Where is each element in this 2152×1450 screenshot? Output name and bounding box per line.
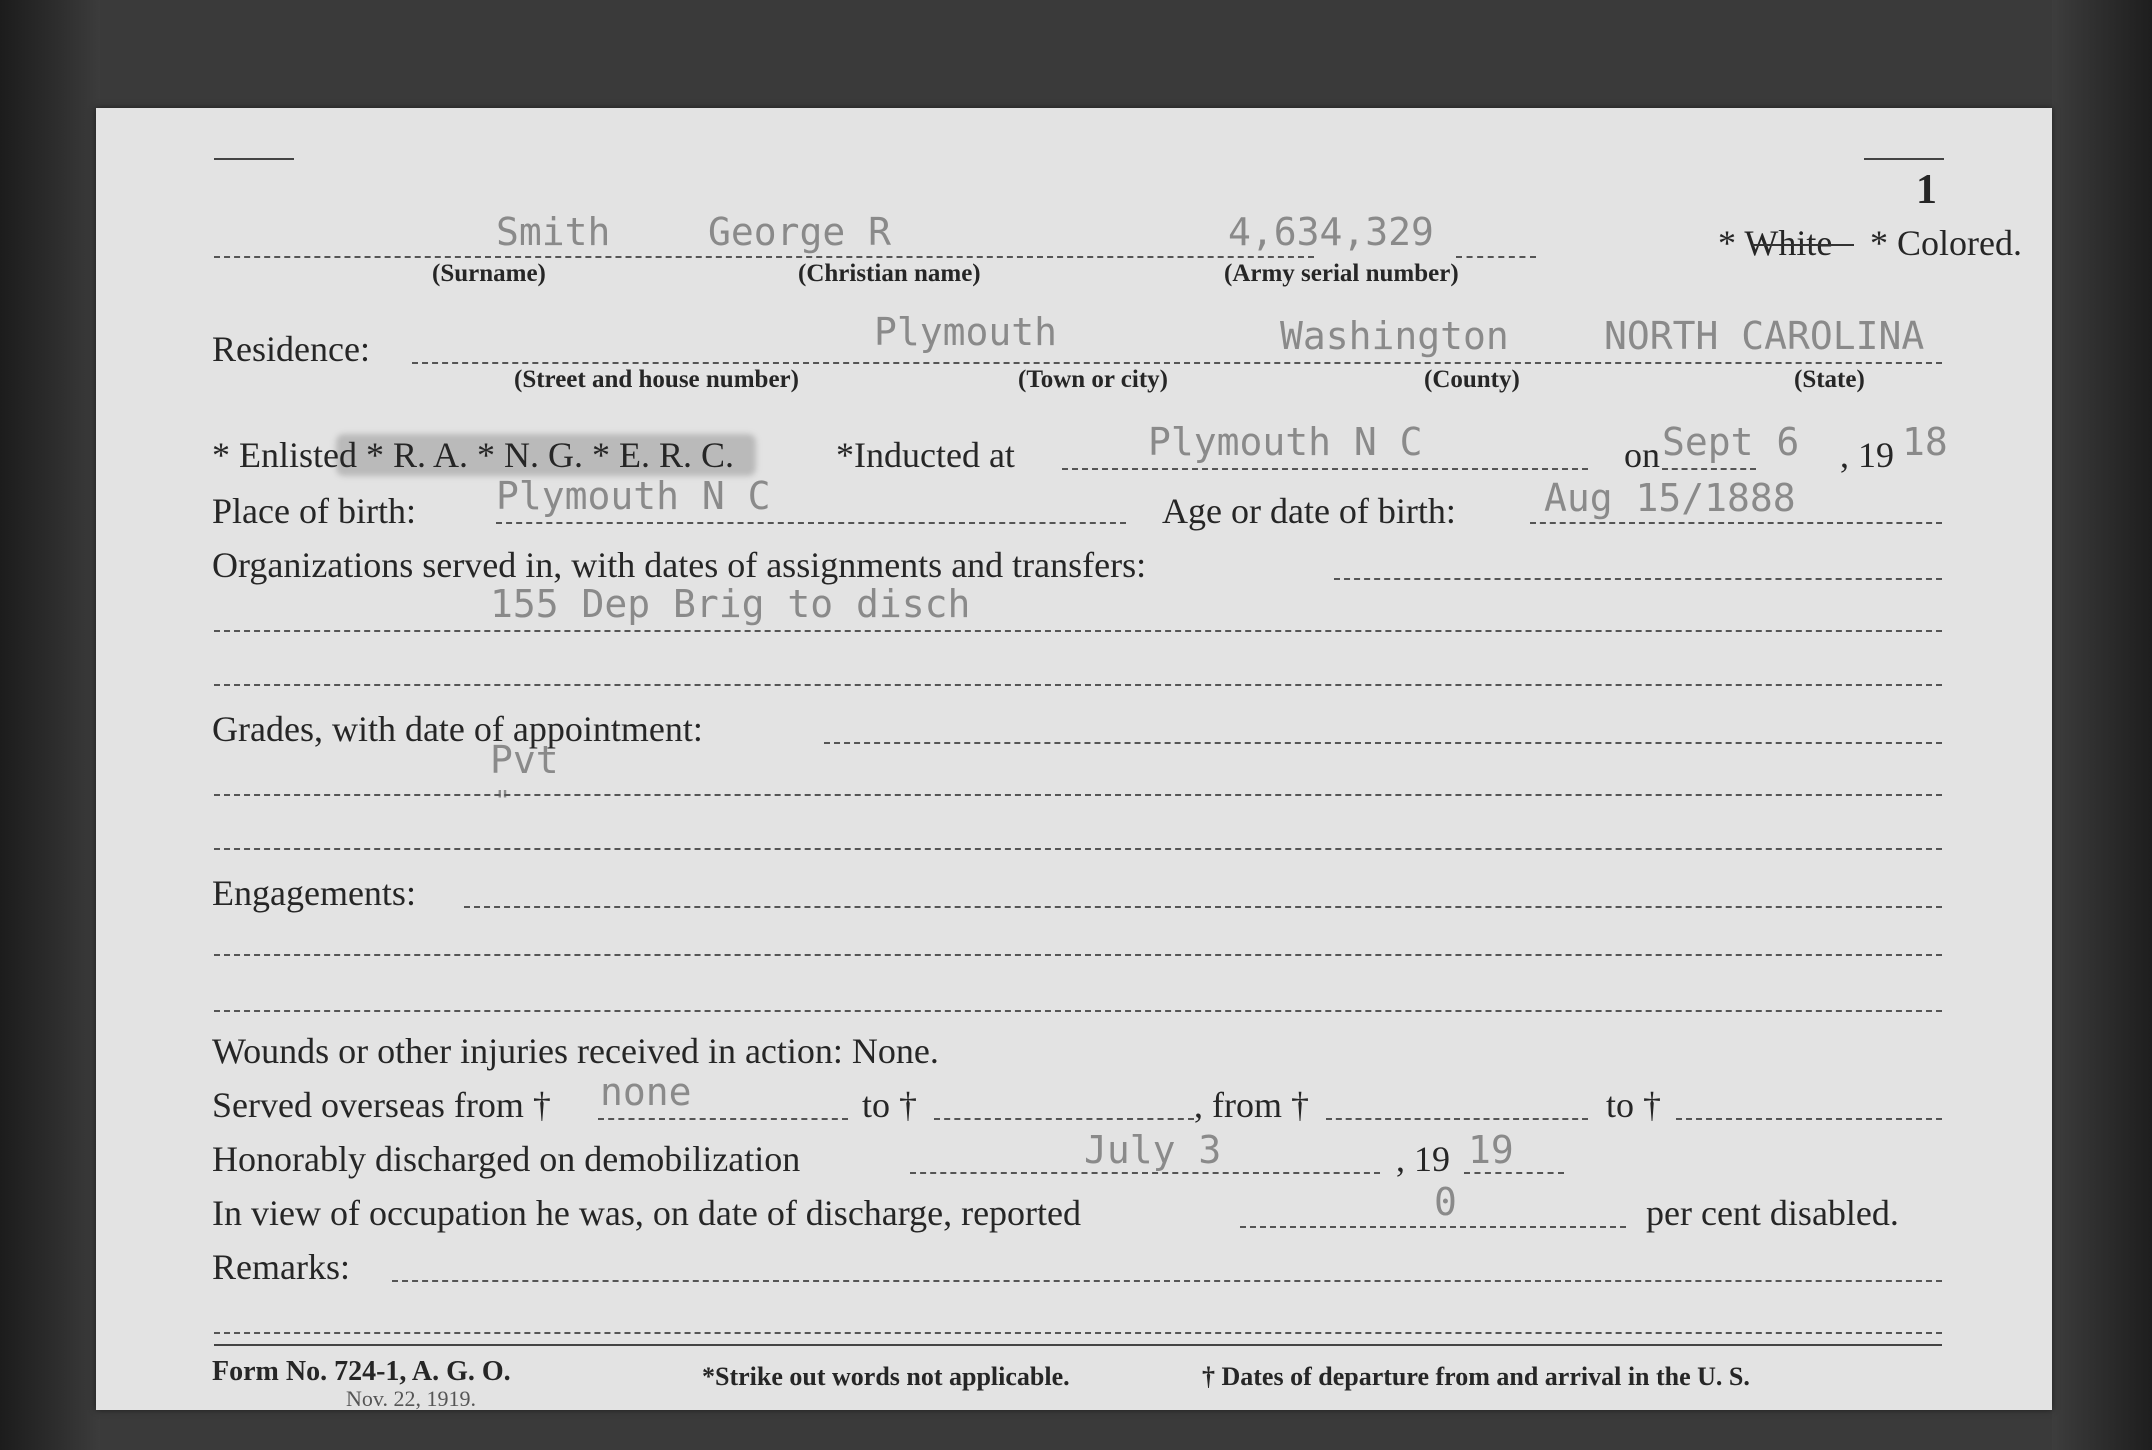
- residence-town-value: Plymouth: [874, 310, 1058, 354]
- footer-rule: [214, 1344, 1942, 1346]
- residence-line: [412, 362, 1942, 364]
- place-of-birth-label: Place of birth:: [212, 491, 416, 531]
- engagements-line-3: [214, 1010, 1942, 1012]
- dates-note: † Dates of departure from and arrival in the U. S.: [1202, 1362, 1750, 1391]
- remarks-line-2: [214, 1332, 1942, 1334]
- organizations-entry: 155 Dep Brig to disch: [490, 582, 971, 626]
- race-colored-option: * Colored.: [1870, 223, 2022, 263]
- discharge-date-line: [910, 1172, 1380, 1174]
- residence-county-value: Washington: [1280, 314, 1509, 358]
- remarks-label: Remarks:: [212, 1247, 350, 1287]
- scan-border-right: [2052, 0, 2152, 1450]
- name-line: [214, 256, 1314, 258]
- inducted-date-line: [1662, 468, 1756, 470]
- engagements-label: Engagements:: [212, 873, 416, 913]
- organizations-label: Organizations served in, with dates of assignments and transfers:: [212, 545, 1147, 585]
- christian-name-caption: (Christian name): [798, 260, 981, 287]
- grades-entry: Pvt: [490, 738, 559, 782]
- street-caption: (Street and house number): [514, 366, 799, 393]
- service-record-card: [96, 108, 2052, 1410]
- residence-state-value: NORTH CAROLINA: [1604, 314, 1925, 358]
- form-date: Nov. 22, 1919.: [346, 1386, 476, 1411]
- wounds-text: Wounds or other injuries received in action: None.: [212, 1031, 939, 1071]
- inducted-at-value: Plymouth N C: [1148, 420, 1423, 464]
- on-label: on: [1624, 435, 1660, 475]
- engagements-line-1: [464, 906, 1942, 908]
- overseas-from2-line: [1326, 1118, 1588, 1120]
- residence-label: Residence:: [212, 329, 370, 369]
- engagements-line-2: [214, 954, 1942, 956]
- discharge-label: Honorably discharged on demobilization: [212, 1139, 801, 1179]
- place-of-birth-line: [496, 522, 1126, 524]
- grades-line-3: [214, 848, 1942, 850]
- serial-line-tail: [1456, 256, 1536, 258]
- overseas-to-label: to †: [862, 1085, 918, 1125]
- enlisted-options: * Enlisted * R. A. * N. G. * E. R. C.: [212, 435, 735, 475]
- inducted-label: *Inducted at: [836, 435, 1015, 475]
- discharge-year-value: 19: [1468, 1128, 1514, 1172]
- organizations-line-1: [1334, 578, 1942, 580]
- overseas-from2-label: , from †: [1194, 1085, 1309, 1125]
- christian-name-value: George R: [708, 210, 892, 254]
- discharge-year-prefix: , 19: [1396, 1139, 1450, 1179]
- overseas-to2-label: to †: [1606, 1085, 1662, 1125]
- town-caption: (Town or city): [1018, 366, 1168, 393]
- serial-number-value: 4,634,329: [1228, 210, 1434, 254]
- disability-suffix: per cent disabled.: [1646, 1193, 1899, 1233]
- grades-line-1: [824, 742, 1942, 744]
- discharge-year-line: [1464, 1172, 1564, 1174]
- disability-label: In view of occupation he was, on date of discharge, reported: [212, 1193, 1082, 1233]
- race-white-strikethrough: [1752, 244, 1854, 246]
- birth-date-value: Aug 15/1888: [1544, 476, 1796, 520]
- surname-caption: (Surname): [432, 260, 546, 287]
- overseas-from-value: none: [600, 1070, 692, 1114]
- scan-border-left: [0, 0, 100, 1450]
- discharge-date-value: July 3: [1084, 1128, 1222, 1172]
- grades-ditto-mark: ": [494, 784, 511, 817]
- race-white-option: * White: [1718, 223, 1833, 263]
- inducted-year-prefix: , 19: [1840, 435, 1894, 475]
- inducted-date-value: Sept 6: [1662, 420, 1800, 464]
- top-rule-left: [214, 158, 294, 160]
- state-caption: (State): [1794, 366, 1865, 393]
- overseas-label: Served overseas from †: [212, 1085, 551, 1125]
- birth-date-line: [1530, 522, 1942, 524]
- overseas-from-line: [598, 1118, 848, 1120]
- grades-label: Grades, with date of appointment:: [212, 709, 703, 749]
- strike-note: *Strike out words not applicable.: [702, 1362, 1070, 1391]
- county-caption: (County): [1424, 366, 1520, 393]
- organizations-line-2: [214, 630, 1942, 632]
- inducted-year-value: 18: [1902, 420, 1948, 464]
- disability-value: 0: [1434, 1180, 1457, 1224]
- organizations-line-3: [214, 684, 1942, 686]
- grades-line-2: [214, 794, 1942, 796]
- surname-value: Smith: [496, 210, 611, 254]
- serial-number-caption: (Army serial number): [1224, 260, 1459, 287]
- overseas-to2-line: [1676, 1118, 1942, 1120]
- top-rule-right: [1864, 158, 1944, 160]
- disability-line: [1240, 1226, 1626, 1228]
- overseas-to-line: [934, 1118, 1194, 1120]
- place-of-birth-value: Plymouth N C: [496, 474, 771, 518]
- inducted-at-line: [1062, 468, 1588, 470]
- card-number: 1: [1916, 167, 1937, 213]
- remarks-line-1: [392, 1280, 1942, 1282]
- form-number: Form No. 724-1, A. G. O.: [212, 1356, 511, 1387]
- age-label: Age or date of birth:: [1162, 491, 1456, 531]
